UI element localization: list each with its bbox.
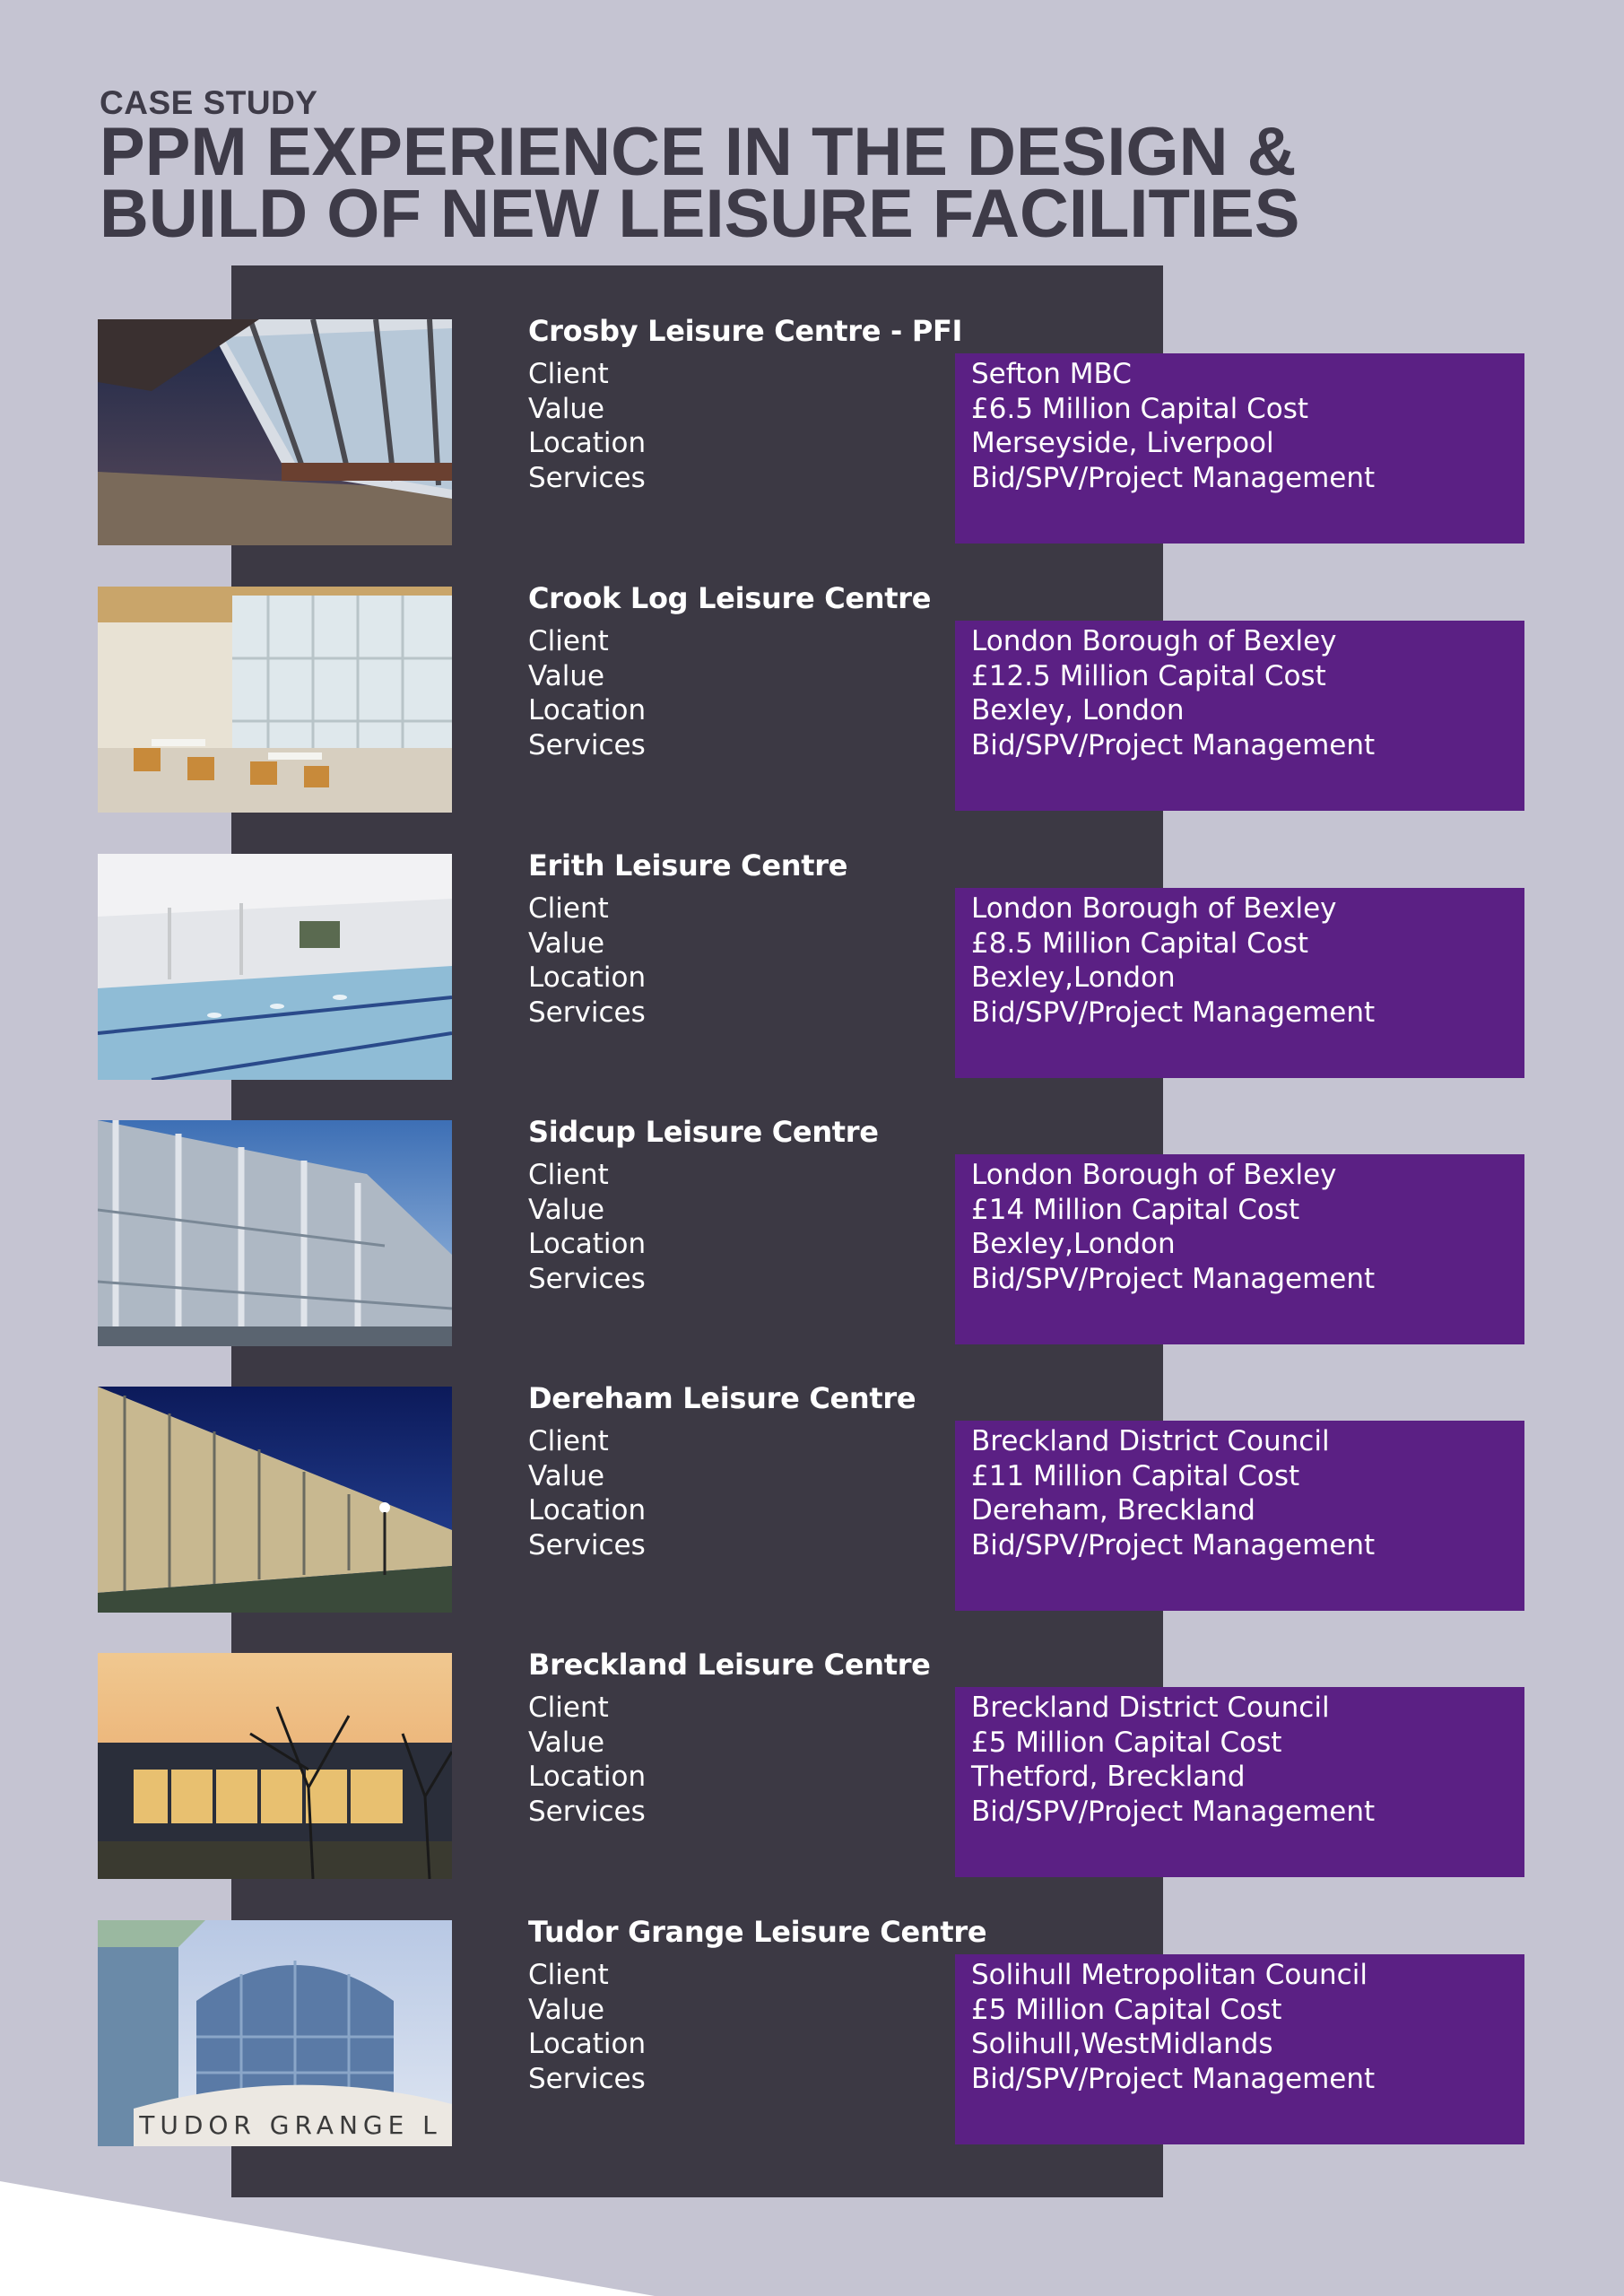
project-card	[0, 1115, 1624, 1353]
services-value: Bid/SPV/Project Management	[971, 996, 1376, 1030]
location-label: Location	[528, 961, 647, 995]
capital-cost-value: £6.5 Million Capital Cost	[971, 392, 1309, 425]
project-title: Sidcup Leisure Centre	[528, 1115, 879, 1149]
swimming-pool-photo	[98, 854, 452, 1080]
services-label: Services	[528, 1796, 646, 1829]
project-photo-erith	[98, 854, 452, 1080]
project-labels	[528, 357, 646, 496]
project-card	[0, 314, 1624, 552]
location-value: Solihull,WestMidlands	[971, 2028, 1273, 2061]
value-label: Value	[528, 392, 605, 425]
project-photo-sidcup	[98, 1120, 452, 1346]
project-title: Crosby Leisure Centre - PFI	[528, 314, 963, 348]
capital-cost-value: £11 Million Capital Cost	[971, 1459, 1300, 1492]
client-value: Breckland District Council	[971, 1692, 1330, 1724]
project-card	[0, 581, 1624, 820]
client-label: Client	[528, 625, 609, 657]
services-value: Bid/SPV/Project Management	[971, 2063, 1376, 2096]
project-labels	[528, 891, 646, 1031]
cafe-interior-photo	[98, 587, 452, 813]
location-value: Bexley, London	[971, 694, 1185, 727]
client-value: London Borough of Bexley	[971, 892, 1337, 925]
pool-building-photo	[98, 319, 452, 545]
client-label: Client	[528, 358, 609, 390]
services-value: Bid/SPV/Project Management	[971, 462, 1376, 495]
project-details-box	[955, 1421, 1524, 1611]
project-title: Erith Leisure Centre	[528, 848, 848, 883]
location-label: Location	[528, 2028, 647, 2061]
rotunda-sign-photo	[98, 1920, 452, 2146]
services-label: Services	[528, 996, 646, 1030]
project-photo-breckland	[98, 1653, 452, 1879]
page-title	[100, 114, 1300, 252]
project-details-box	[955, 1687, 1524, 1877]
project-card	[0, 1381, 1624, 1620]
services-label: Services	[528, 2063, 646, 2096]
page-title-line-2: BUILD OF NEW LEISURE FACILITIES	[100, 176, 1300, 252]
project-title: Breckland Leisure Centre	[528, 1648, 931, 1682]
services-value: Bid/SPV/Project Management	[971, 729, 1376, 762]
location-value: Thetford, Breckland	[971, 1761, 1246, 1794]
location-label: Location	[528, 694, 647, 727]
project-photo-crosby	[98, 319, 452, 545]
client-value: Solihull Metropolitan Council	[971, 1959, 1368, 1991]
project-title: Dereham Leisure Centre	[528, 1381, 916, 1415]
capital-cost-value: £5 Million Capital Cost	[971, 1726, 1282, 1759]
page-title-line-1: PPM EXPERIENCE IN THE DESIGN &	[100, 114, 1297, 190]
project-labels	[528, 1958, 646, 2097]
client-label: Client	[528, 892, 609, 925]
services-value: Bid/SPV/Project Management	[971, 1529, 1376, 1562]
value-label: Value	[528, 1726, 605, 1759]
client-value: London Borough of Bexley	[971, 625, 1337, 657]
project-card	[0, 1915, 1624, 2153]
value-label: Value	[528, 1459, 605, 1492]
building-sign-text: TUDOR GRANGE L	[139, 2110, 442, 2140]
project-labels	[528, 1424, 646, 1563]
client-label: Client	[528, 1692, 609, 1724]
project-title: Crook Log Leisure Centre	[528, 581, 932, 615]
project-photo-crook-log	[98, 587, 452, 813]
project-card	[0, 1648, 1624, 1886]
location-value: Bexley,London	[971, 961, 1176, 995]
services-label: Services	[528, 729, 646, 762]
project-details-box	[955, 353, 1524, 544]
value-label: Value	[528, 1993, 605, 2026]
project-title: Tudor Grange Leisure Centre	[528, 1915, 987, 1949]
project-labels	[528, 1691, 646, 1830]
night-building-photo	[98, 1387, 452, 1613]
project-details-box	[955, 621, 1524, 811]
capital-cost-value: £14 Million Capital Cost	[971, 1193, 1300, 1226]
client-label: Client	[528, 1959, 609, 1991]
services-value: Bid/SPV/Project Management	[971, 1796, 1376, 1829]
capital-cost-value: £8.5 Million Capital Cost	[971, 926, 1309, 960]
client-value: Breckland District Council	[971, 1425, 1330, 1457]
glass-facade-photo	[98, 1120, 452, 1346]
services-label: Services	[528, 1263, 646, 1296]
location-label: Location	[528, 1494, 647, 1527]
services-value: Bid/SPV/Project Management	[971, 1263, 1376, 1296]
location-value: Dereham, Breckland	[971, 1494, 1255, 1527]
case-study-kicker: CASE STUDY	[100, 84, 318, 121]
project-photo-dereham	[98, 1387, 452, 1613]
services-label: Services	[528, 462, 646, 495]
location-label: Location	[528, 1228, 647, 1261]
client-label: Client	[528, 1425, 609, 1457]
project-card	[0, 848, 1624, 1087]
project-details-box	[955, 1954, 1524, 2144]
client-label: Client	[528, 1159, 609, 1191]
location-label: Location	[528, 1761, 647, 1794]
value-label: Value	[528, 926, 605, 960]
location-value: Merseyside, Liverpool	[971, 427, 1274, 460]
project-details-box	[955, 1154, 1524, 1344]
sunset-building-photo	[98, 1653, 452, 1879]
value-label: Value	[528, 1193, 605, 1226]
location-label: Location	[528, 427, 647, 460]
location-value: Bexley,London	[971, 1228, 1176, 1261]
project-photo-tudor-grange	[98, 1920, 452, 2146]
client-value: London Borough of Bexley	[971, 1159, 1337, 1191]
project-details-box	[955, 888, 1524, 1078]
capital-cost-value: £12.5 Million Capital Cost	[971, 659, 1326, 692]
project-labels	[528, 624, 646, 763]
client-value: Sefton MBC	[971, 358, 1132, 390]
project-labels	[528, 1158, 646, 1297]
value-label: Value	[528, 659, 605, 692]
capital-cost-value: £5 Million Capital Cost	[971, 1993, 1282, 2026]
services-label: Services	[528, 1529, 646, 1562]
